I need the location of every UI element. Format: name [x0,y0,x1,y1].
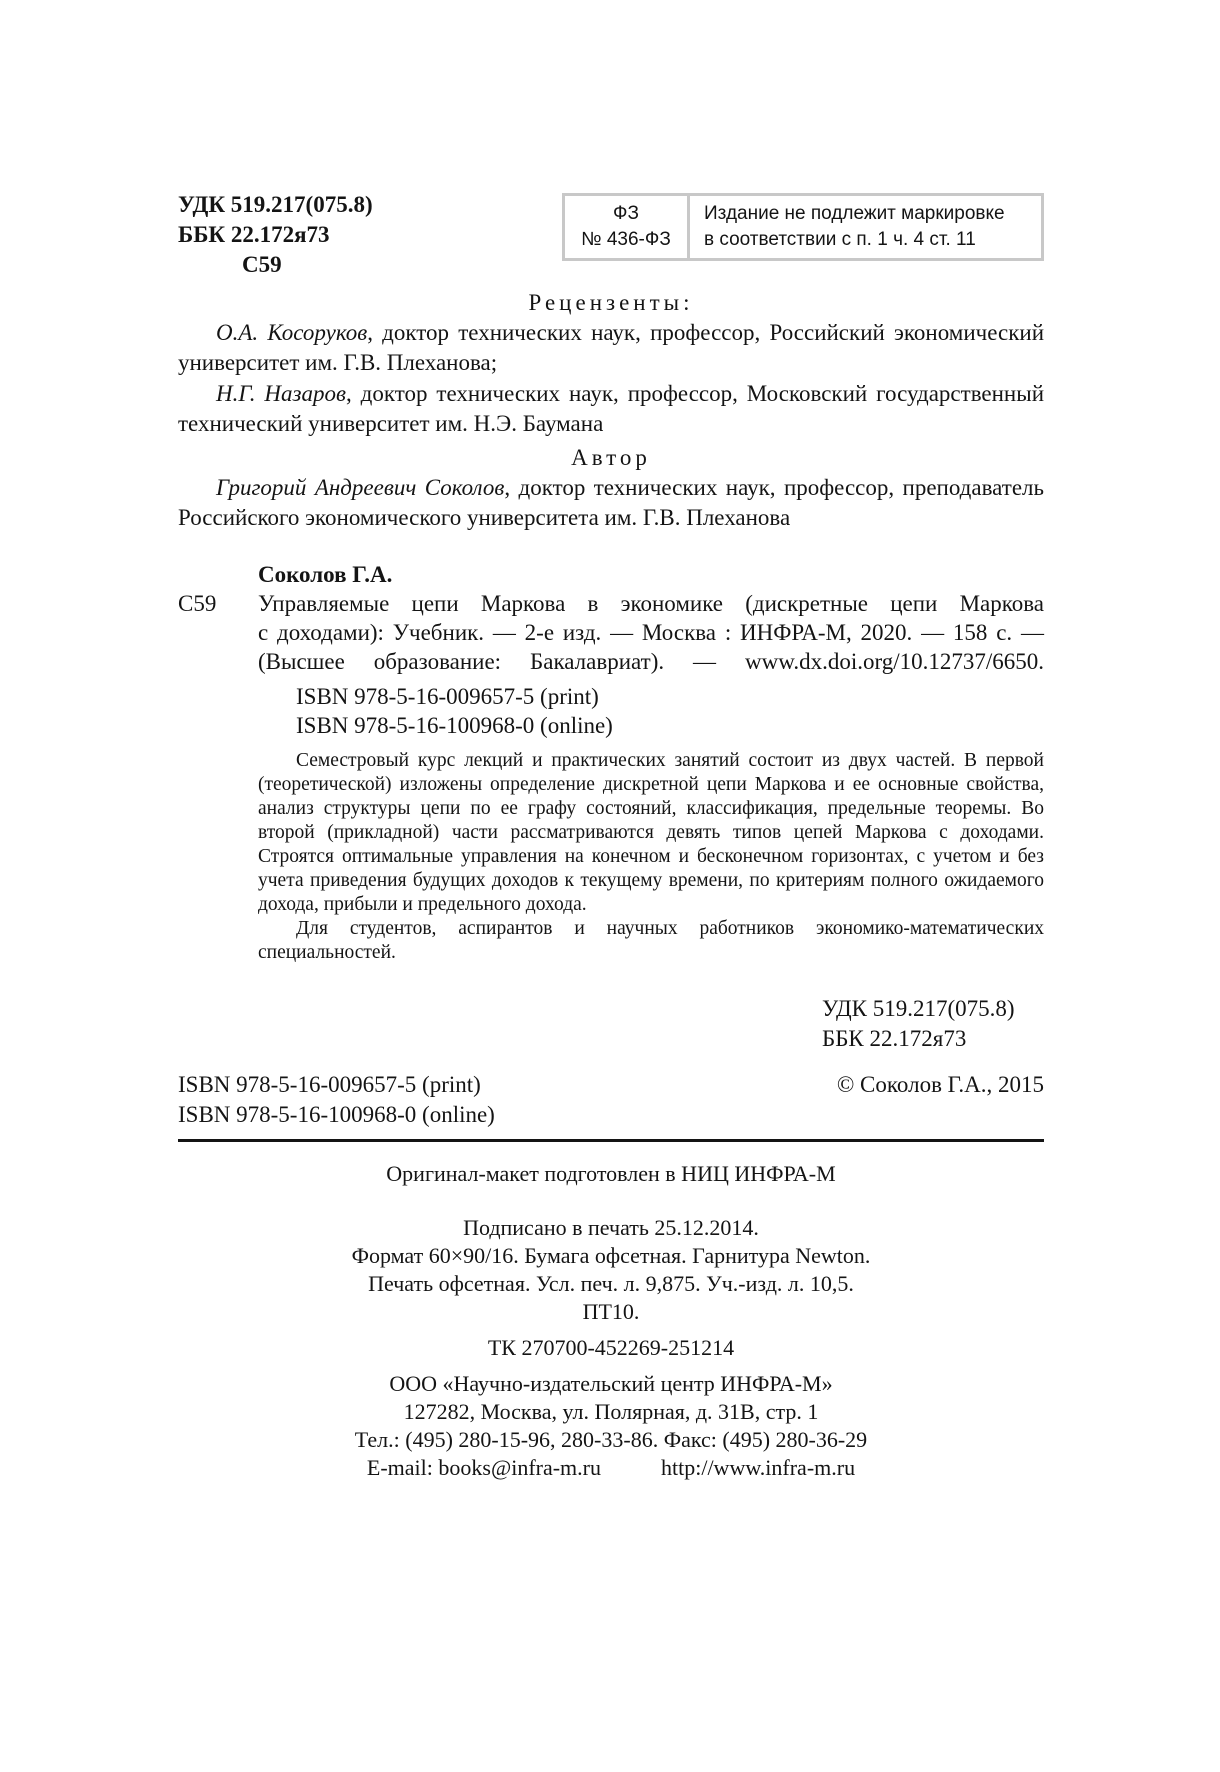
author-entry [178,473,1044,533]
udk-code: УДК 519.217(075.8) [178,192,373,217]
reviewer-entry [178,379,1044,439]
bbk-code: ББК 22.172я73 [178,222,330,247]
abstract-audience: Для студентов, аспирантов и научных работников экономико-математических специальностей. [258,918,1044,963]
cutter-code: С59 [242,252,282,277]
classification-codes [178,190,373,280]
author-section [178,443,1044,533]
law-line-2: № 436-ФЗ [581,229,671,250]
divider [178,1139,1044,1142]
catalog-cutter: С59 [178,591,217,616]
imprint-signed: Подписано в печать 25.12.2014. [463,1215,759,1240]
age-marking-box [562,193,1044,261]
reviewer-name: Н.Г. Назаров [216,381,346,406]
marking-note-line-2: в соответствии с п. 1 ч. 4 ст. 11 [704,229,976,250]
author-heading: Автор [571,445,651,470]
publisher-phones: Тел.: (495) 280-15-96, 280-33-86. Факс: (495) 280-36-29 [354,1427,868,1452]
imprint-tk: ТК 270700-452269-251214 [487,1335,735,1360]
author-details: , доктор технических наук, профессор, преподаватель Российского экономического университета им. Г.В. Плеханова [178,475,1044,530]
isbn-online: ISBN 978-5-16-100968-0 (online) [178,1102,495,1127]
reviewer-name: О.А. Косоруков [216,320,368,345]
udk-code: УДК 519.217(075.8) [822,996,1015,1021]
imprint-printing: Печать офсетная. Усл. печ. л. 9,875. Уч.-изд. л. 10,5. [368,1271,854,1296]
publisher-email: E-mail: books@infra-m.ru [366,1455,601,1480]
catalog-title-line: (Высшее образование: Бакалавриат). — www.dx.doi.org/10.12737/6650. [258,649,1044,674]
imprint-details [178,1214,1044,1326]
imprint-layout-note: Оригинал-макет подготовлен в НИЦ ИНФРА-М [386,1161,836,1186]
bbk-code: ББК 22.172я73 [822,1026,967,1051]
catalog-title-line: Управляемые цепи Маркова в экономике (дискретные цепи Маркова [258,591,1044,616]
publisher-website: http://www.infra-m.ru [661,1455,856,1480]
reviewer-details: , доктор технических наук, профессор, Московский государственный технический университет им. Н.Э. Баумана [178,381,1045,436]
catalog-title-line: с доходами): Учебник. — 2-е изд. — Москва : ИНФРА-М, 2020. — 158 с. — [258,620,1044,645]
marking-note-line-1: Издание не подлежит маркировке [704,203,1005,224]
isbn-print: ISBN 978-5-16-009657-5 (print) [178,1072,481,1097]
publisher-contacts [178,1370,1044,1482]
classification-repeat [822,994,1015,1054]
publisher-online [178,1454,1044,1482]
imprint-format: Формат 60×90/16. Бумага офсетная. Гарнитура Newton. [351,1243,871,1268]
catalog-isbn-list [178,682,1044,740]
reviewer-entry [178,318,1044,378]
reviewer-details: , доктор технических наук, профессор, Российский экономический университет им. Г.В. Плеханова; [178,320,1045,375]
catalog-entry [178,560,1044,740]
catalog-title [258,589,1044,676]
publisher-address: 127282, Москва, ул. Полярная, д. 31В, стр. 1 [403,1399,819,1424]
catalog-description [178,589,1044,676]
reviewers-heading: Рецензенты: [528,290,694,315]
reviewers-section [178,288,1044,439]
abstract [258,749,1044,965]
law-reference [565,196,690,258]
imprint-pt: ПТ10. [582,1299,640,1324]
catalog-author: Соколов Г.А. [258,562,393,587]
copyright: © Соколов Г.А., 2015 [836,1072,1044,1097]
bottom-isbn-list [178,1070,495,1130]
abstract-paragraph: Семестровый курс лекций и практических занятий состоит из двух частей. В первой (теоретической) изложены определение дискретной цепи Маркова и ее основные свойства, анализ структуры цепи по ее графу состояний, классификация, предельные теоремы. Во второй (прикладной) части рассматриваются девять типов цепей Маркова с доходами. Строятся оптимальные управления на конечном и бесконечном горизонтах, с учетом и без учета приведения будущих доходов к текущему времени, по критериям полного ожидаемого дохода, прибыли и предельного дохода. [258,750,1044,915]
law-line-1: ФЗ [613,203,639,224]
isbn-print: ISBN 978-5-16-009657-5 (print) [296,684,599,709]
author-full-name: Григорий Андреевич Соколов [216,475,505,500]
marking-note [690,196,1041,258]
publisher-name: ООО «Научно-издательский центр ИНФРА-М» [389,1371,833,1396]
isbn-online: ISBN 978-5-16-100968-0 (online) [296,713,613,738]
